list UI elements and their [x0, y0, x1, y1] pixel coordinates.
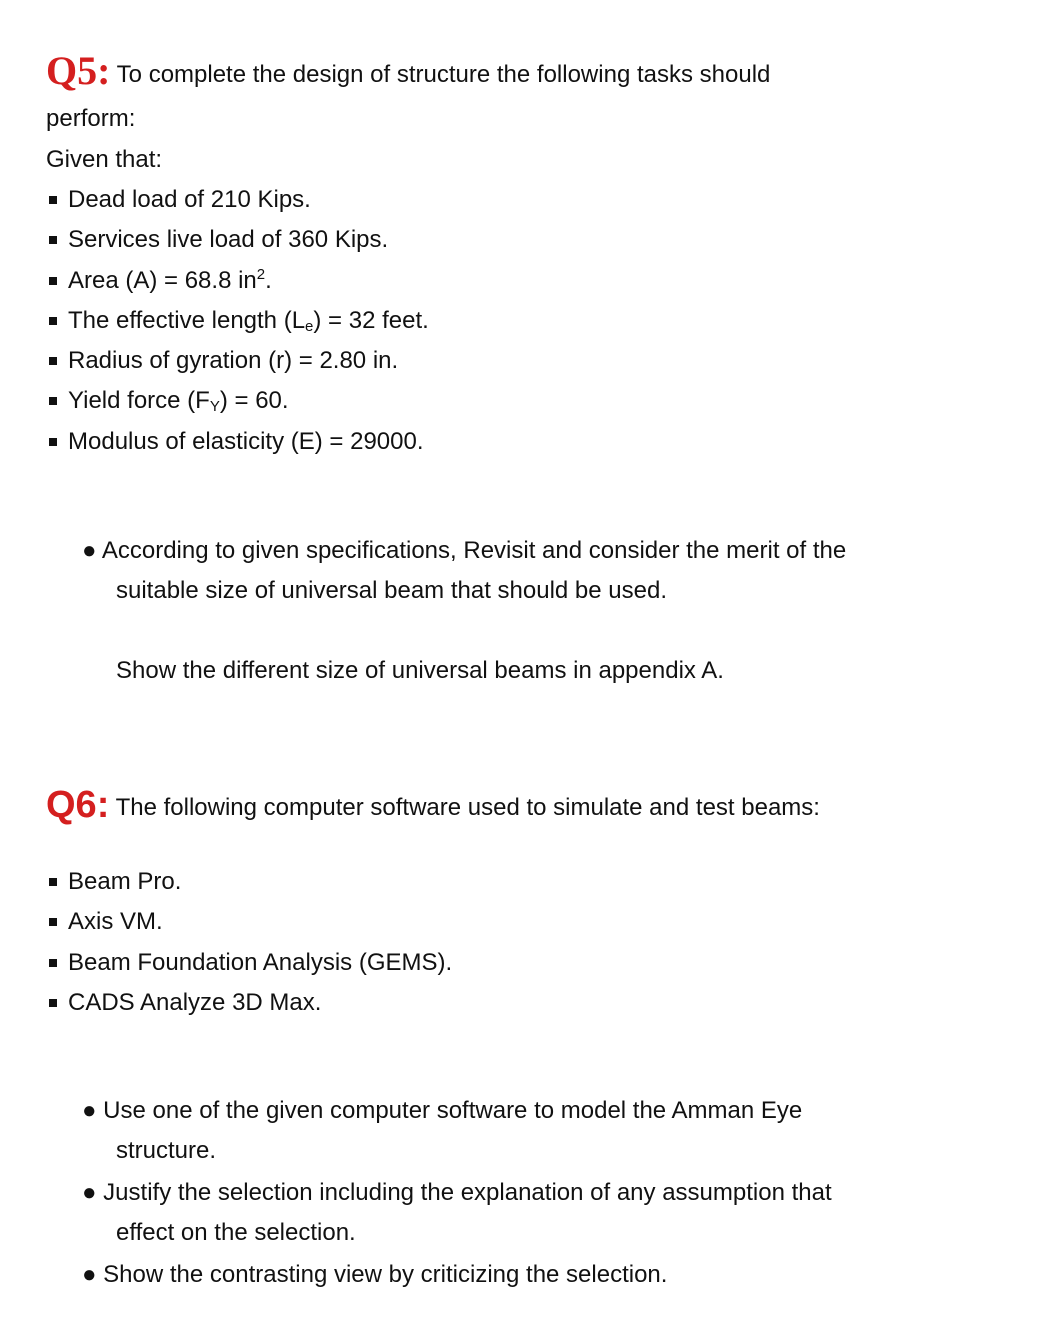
list-item: Axis VM.	[46, 907, 452, 947]
q6-software-list	[46, 867, 452, 1028]
q6-task-2-line2: effect on the selection.	[116, 1219, 356, 1246]
q5-intro-line2: perform:	[46, 105, 136, 132]
q5-given-list	[46, 185, 429, 467]
square-bullet-icon	[49, 999, 57, 1007]
list-item: Modulus of elasticity (E) = 29000.	[46, 427, 429, 467]
q5-label: Q5:	[46, 48, 111, 93]
list-item: Radius of gyration (r) = 2.80 in.	[46, 346, 429, 386]
list-item: Beam Pro.	[46, 867, 452, 907]
q6-task-1-line2: structure.	[116, 1137, 217, 1164]
q6-intro: The following computer software used to simulate and test beams:	[115, 794, 820, 821]
square-bullet-icon	[49, 438, 57, 446]
bullet-dot-icon: ●	[82, 1179, 97, 1206]
q6-task-3: ● Show the contrasting view by criticizing the selection.	[82, 1261, 668, 1288]
square-bullet-icon	[49, 317, 57, 325]
q5-appendix-note: Show the different size of universal beams in appendix A.	[116, 657, 724, 684]
square-bullet-icon	[49, 959, 57, 967]
square-bullet-icon	[49, 918, 57, 926]
square-bullet-icon	[49, 397, 57, 405]
bullet-dot-icon: ●	[82, 537, 97, 564]
list-item: Dead load of 210 Kips.	[46, 185, 429, 225]
list-item: Beam Foundation Analysis (GEMS).	[46, 948, 452, 988]
square-bullet-icon	[49, 277, 57, 285]
q5-given: Given that:	[46, 146, 163, 173]
q6-label: Q6:	[46, 784, 110, 826]
q6-task-2: ● Justify the selection including the explanation of any assumption that	[82, 1179, 832, 1206]
square-bullet-icon	[49, 236, 57, 244]
q5-task-line2: suitable size of universal beam that should be used.	[116, 577, 668, 604]
list-item: The effective length $(L_e) = 32$ feet.	[46, 306, 429, 346]
bullet-dot-icon: ●	[82, 1097, 97, 1124]
q5-task-line1: According to given specifications, Revisit and consider the merit of the	[101, 537, 847, 564]
list-item: CADS Analyze 3D Max.	[46, 988, 452, 1028]
list-item: Services live load of 360 Kips.	[46, 225, 429, 265]
q5-intro-line1: To complete the design of structure the following tasks should	[116, 61, 771, 88]
square-bullet-icon	[49, 357, 57, 365]
square-bullet-icon	[49, 196, 57, 204]
q6-heading	[46, 784, 820, 826]
bullet-dot-icon: ●	[82, 1261, 97, 1288]
q6-task-1: ● Use one of the given computer software to model the Amman Eye	[82, 1097, 803, 1124]
q5-task	[82, 536, 846, 566]
list-item: Yield force $(F_Y) = 60$.	[46, 386, 429, 426]
q5-heading	[46, 48, 771, 93]
square-bullet-icon	[49, 878, 57, 886]
list-item: Area (A) = 68.8 $in^2$.	[46, 266, 429, 306]
